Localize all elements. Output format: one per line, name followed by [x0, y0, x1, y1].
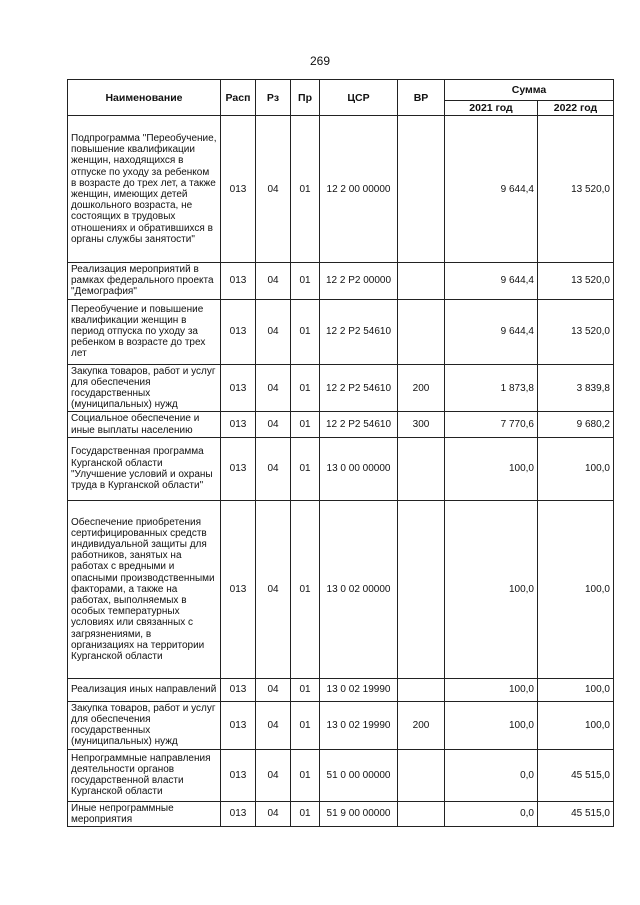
row-csr: 13 0 02 19990 — [320, 678, 398, 701]
table-row — [68, 678, 614, 701]
row-name: Подпрограмма "Переобучение, повышение квалификации женщин, находящихся в отпуске по уходу за ребенком в возрасте до трех лет, а также женщин, имеющих детей дошкольного возраста, не состоящих в трудовых отношениях и обратившихся в органы службы занятости" — [68, 116, 221, 263]
row-rz: 04 — [256, 299, 291, 364]
header-vr: ВР — [398, 80, 445, 116]
row-rz: 04 — [256, 412, 291, 437]
row-name: Закупка товаров, работ и услуг для обеспечения государственных (муниципальных) нужд — [68, 364, 221, 412]
header-pr: Пр — [291, 80, 320, 116]
row-name: Реализация мероприятий в рамках федерального проекта "Демография" — [68, 263, 221, 300]
row-2022: 45 515,0 — [538, 801, 614, 826]
row-rz: 04 — [256, 437, 291, 500]
page-number: 269 — [309, 54, 331, 68]
row-2021: 100,0 — [445, 500, 538, 678]
row-vr: 200 — [398, 701, 445, 749]
row-csr: 12 2 P2 54610 — [320, 299, 398, 364]
row-vr — [398, 437, 445, 500]
row-pr: 01 — [291, 299, 320, 364]
row-rasp: 013 — [221, 437, 256, 500]
row-vr — [398, 749, 445, 801]
row-2021: 9 644,4 — [445, 116, 538, 263]
row-rz: 04 — [256, 364, 291, 412]
row-vr: 200 — [398, 364, 445, 412]
row-csr: 12 2 P2 54610 — [320, 364, 398, 412]
row-name: Реализация иных направлений — [68, 678, 221, 701]
row-csr: 51 0 00 00000 — [320, 749, 398, 801]
row-name: Обеспечение приобретения сертифицированных средств индивидуальной защиты для работников, занятых на работах с вредными и опасными производственными факторами, а также на работах, выполняемых в особых температурных условиях или связанных с загрязнениями, в организациях на территории Курганской области — [68, 500, 221, 678]
row-name: Социальное обеспечение и иные выплаты населению — [68, 412, 221, 437]
row-pr: 01 — [291, 500, 320, 678]
row-csr: 13 0 02 19990 — [320, 701, 398, 749]
row-pr: 01 — [291, 437, 320, 500]
row-2022: 9 680,2 — [538, 412, 614, 437]
row-rasp: 013 — [221, 116, 256, 263]
row-2022: 13 520,0 — [538, 299, 614, 364]
row-rasp: 013 — [221, 801, 256, 826]
row-2021: 9 644,4 — [445, 263, 538, 300]
row-vr — [398, 678, 445, 701]
row-rasp: 013 — [221, 749, 256, 801]
row-rasp: 013 — [221, 263, 256, 300]
header-2022: 2022 год — [538, 101, 614, 116]
row-pr: 01 — [291, 678, 320, 701]
row-vr — [398, 299, 445, 364]
row-rasp: 013 — [221, 364, 256, 412]
row-pr: 01 — [291, 412, 320, 437]
table-body — [68, 116, 614, 827]
row-csr: 51 9 00 00000 — [320, 801, 398, 826]
row-csr: 13 0 00 00000 — [320, 437, 398, 500]
header-sum: Сумма — [445, 80, 614, 101]
row-2021: 9 644,4 — [445, 299, 538, 364]
row-name: Закупка товаров, работ и услуг для обеспечения государственных (муниципальных) нужд — [68, 701, 221, 749]
row-rz: 04 — [256, 749, 291, 801]
table-row — [68, 437, 614, 500]
row-rz: 04 — [256, 678, 291, 701]
row-csr: 12 2 P2 54610 — [320, 412, 398, 437]
table-row — [68, 500, 614, 678]
row-vr: 300 — [398, 412, 445, 437]
row-2021: 7 770,6 — [445, 412, 538, 437]
row-pr: 01 — [291, 801, 320, 826]
row-2021: 100,0 — [445, 437, 538, 500]
row-name: Переобучение и повышение квалификации женщин в период отпуска по уходу за ребенком в возрасте до трех лет — [68, 299, 221, 364]
row-2022: 100,0 — [538, 701, 614, 749]
row-2022: 100,0 — [538, 500, 614, 678]
row-2022: 3 839,8 — [538, 364, 614, 412]
row-csr: 12 2 00 00000 — [320, 116, 398, 263]
budget-table — [67, 79, 614, 827]
row-vr — [398, 500, 445, 678]
row-pr: 01 — [291, 364, 320, 412]
row-rz: 04 — [256, 701, 291, 749]
header-name: Наименование — [68, 80, 221, 116]
row-pr: 01 — [291, 263, 320, 300]
row-csr: 13 0 02 00000 — [320, 500, 398, 678]
row-2021: 0,0 — [445, 749, 538, 801]
row-pr: 01 — [291, 749, 320, 801]
table-row — [68, 701, 614, 749]
row-rasp: 013 — [221, 701, 256, 749]
row-2022: 100,0 — [538, 437, 614, 500]
table-row — [68, 412, 614, 437]
row-rz: 04 — [256, 263, 291, 300]
row-vr — [398, 801, 445, 826]
row-2022: 13 520,0 — [538, 116, 614, 263]
row-rz: 04 — [256, 116, 291, 263]
row-rasp: 013 — [221, 500, 256, 678]
header-rz: Рз — [256, 80, 291, 116]
table-row — [68, 801, 614, 826]
row-rasp: 013 — [221, 299, 256, 364]
row-pr: 01 — [291, 701, 320, 749]
row-2022: 100,0 — [538, 678, 614, 701]
row-csr: 12 2 P2 00000 — [320, 263, 398, 300]
header-csr: ЦСР — [320, 80, 398, 116]
row-rz: 04 — [256, 801, 291, 826]
row-2022: 13 520,0 — [538, 263, 614, 300]
row-2021: 100,0 — [445, 701, 538, 749]
row-2021: 0,0 — [445, 801, 538, 826]
table-row — [68, 364, 614, 412]
row-pr: 01 — [291, 116, 320, 263]
row-2022: 45 515,0 — [538, 749, 614, 801]
row-name: Государственная программа Курганской области "Улучшение условий и охраны труда в Курганской области" — [68, 437, 221, 500]
row-vr — [398, 263, 445, 300]
row-2021: 100,0 — [445, 678, 538, 701]
table-row — [68, 749, 614, 801]
row-rasp: 013 — [221, 678, 256, 701]
row-rz: 04 — [256, 500, 291, 678]
table-row — [68, 116, 614, 263]
row-name: Иные непрограммные мероприятия — [68, 801, 221, 826]
table-row — [68, 263, 614, 300]
table-row — [68, 299, 614, 364]
header-rasp: Расп — [221, 80, 256, 116]
row-vr — [398, 116, 445, 263]
row-rasp: 013 — [221, 412, 256, 437]
row-name: Непрограммные направления деятельности органов государственной власти Курганской области — [68, 749, 221, 801]
row-2021: 1 873,8 — [445, 364, 538, 412]
header-2021: 2021 год — [445, 101, 538, 116]
